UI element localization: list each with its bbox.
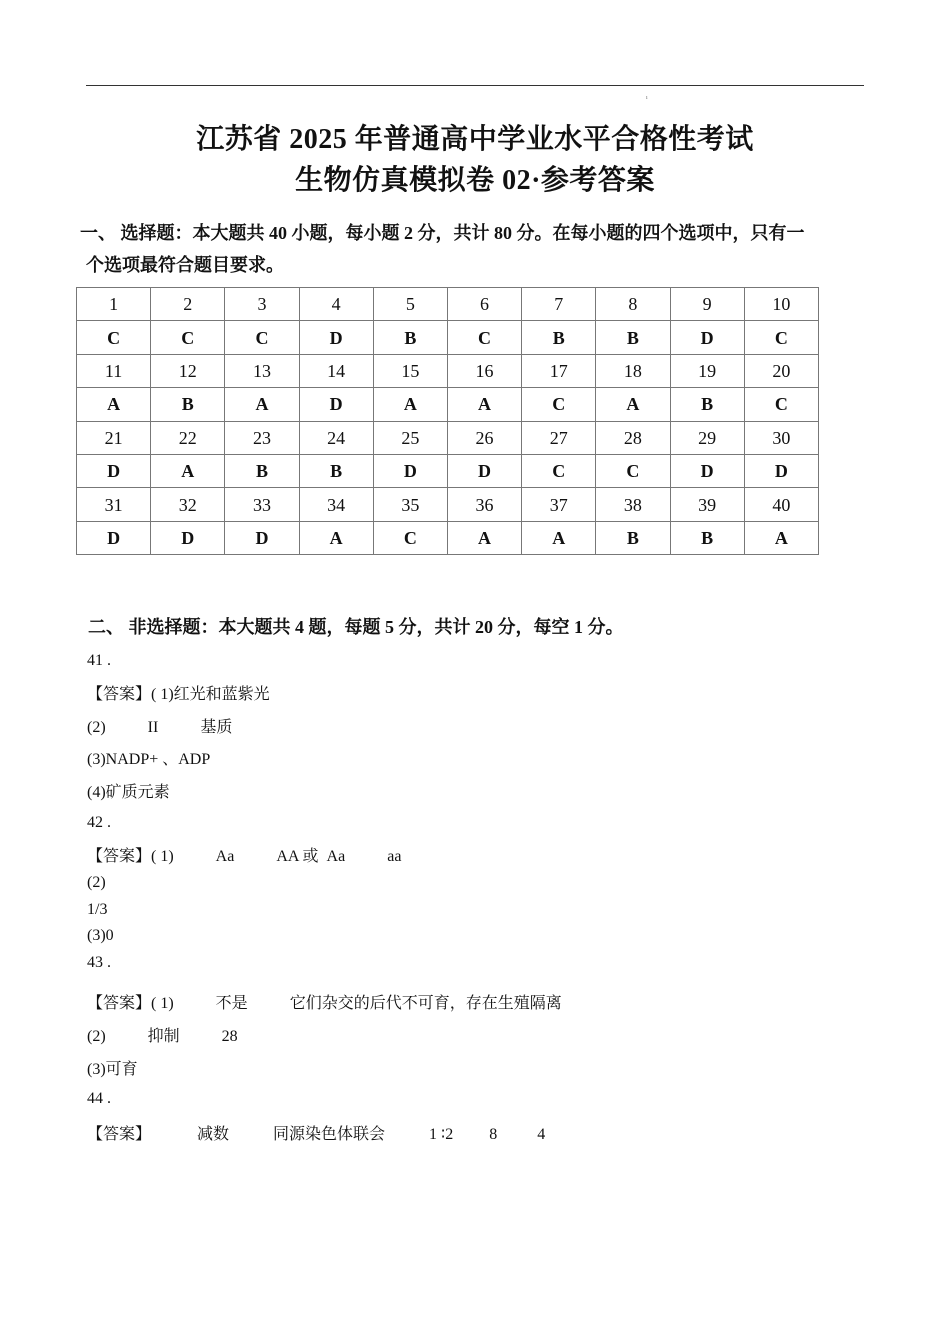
question-number-cell: 23 <box>225 421 299 454</box>
q43-a1-value-1: 不是 <box>215 995 248 1012</box>
question-number-cell: 3 <box>225 288 299 321</box>
answer-row <box>77 321 819 354</box>
q44-label: 【答案】 <box>87 1126 152 1143</box>
page-subtitle: 生物仿真模拟卷 02·参考答案 <box>295 165 655 196</box>
answer-cell: C <box>522 388 596 421</box>
question-number-cell: 39 <box>670 488 744 521</box>
question-number-cell: 21 <box>77 421 151 454</box>
q42-a1-value-3: aa <box>387 848 402 865</box>
q42-answer-2-value: 1/3 <box>87 901 108 918</box>
q43-answer-2 <box>87 1023 238 1046</box>
header-mark: ı <box>646 95 648 101</box>
question-number-cell: 19 <box>670 354 744 387</box>
q44-number: 44 . <box>87 1090 111 1107</box>
question-number-cell: 8 <box>596 288 670 321</box>
q44-value-2: 同源染色体联会 <box>273 1126 386 1143</box>
q43-answer-1 <box>87 990 562 1013</box>
q43-a2-value-2: 28 <box>221 1028 238 1045</box>
question-number-cell: 16 <box>447 354 521 387</box>
answer-cell: D <box>670 454 744 487</box>
header-rule <box>86 85 864 86</box>
q42-a1-label: 【答案】( 1) <box>87 848 174 865</box>
answer-cell: B <box>670 521 744 554</box>
question-number-cell: 24 <box>299 421 373 454</box>
answer-cell: C <box>744 321 818 354</box>
answer-cell: B <box>151 388 225 421</box>
question-number-cell: 14 <box>299 354 373 387</box>
section1-heading <box>80 217 870 281</box>
q41-answer-4: (4)矿质元素 <box>87 784 170 801</box>
question-number-cell: 25 <box>373 421 447 454</box>
answer-cell: C <box>596 454 670 487</box>
answer-cell: C <box>77 321 151 354</box>
answer-cell: A <box>299 521 373 554</box>
q43-a1-value-2: 它们杂交的后代不可育，存在生殖隔离 <box>289 995 562 1012</box>
question-number-cell: 11 <box>77 354 151 387</box>
question-number-cell: 33 <box>225 488 299 521</box>
answer-cell: B <box>299 454 373 487</box>
question-number-row <box>77 288 819 321</box>
answer-cell: C <box>522 454 596 487</box>
q44-value-5: 4 <box>537 1126 546 1143</box>
answer-cell: B <box>596 521 670 554</box>
answer-cell: C <box>373 521 447 554</box>
question-number-cell: 34 <box>299 488 373 521</box>
answer-cell: D <box>373 454 447 487</box>
answer-row <box>77 388 819 421</box>
answer-cell: D <box>77 454 151 487</box>
answer-cell: C <box>744 388 818 421</box>
question-number-cell: 40 <box>744 488 818 521</box>
answer-cell: B <box>596 321 670 354</box>
answer-cell: B <box>522 321 596 354</box>
question-number-cell: 36 <box>447 488 521 521</box>
q41-a2-label: (2) <box>87 719 106 736</box>
q44-value-1: 减数 <box>197 1126 230 1143</box>
question-number-cell: 29 <box>670 421 744 454</box>
question-number-cell: 2 <box>151 288 225 321</box>
q43-a2-value-1: 抑制 <box>147 1028 180 1045</box>
q42-a1-value-2: AA 或 Aa <box>276 848 346 865</box>
answer-cell: D <box>299 388 373 421</box>
answer-cell: D <box>299 321 373 354</box>
question-number-cell: 26 <box>447 421 521 454</box>
answer-cell: D <box>670 321 744 354</box>
q41-a2-value-1: II <box>147 719 159 736</box>
question-number-cell: 35 <box>373 488 447 521</box>
q41-a2-value-2: 基质 <box>200 719 233 736</box>
answer-table <box>76 287 819 555</box>
answer-cell: B <box>373 321 447 354</box>
question-number-cell: 30 <box>744 421 818 454</box>
answer-cell: D <box>77 521 151 554</box>
answer-cell: A <box>77 388 151 421</box>
question-number-row <box>77 354 819 387</box>
q42-answer-2-label: (2) <box>87 874 106 891</box>
q41-answer-3: (3)NADP+ 、ADP <box>87 751 211 768</box>
section1-heading-line2: 个选项最符合题目要求。 <box>86 255 284 275</box>
q44-answer <box>87 1121 545 1144</box>
q43-a1-label: 【答案】( 1) <box>87 995 174 1012</box>
question-number-cell: 5 <box>373 288 447 321</box>
question-number-cell: 31 <box>77 488 151 521</box>
answer-cell: A <box>522 521 596 554</box>
question-number-cell: 13 <box>225 354 299 387</box>
answer-row <box>77 521 819 554</box>
question-number-cell: 15 <box>373 354 447 387</box>
answer-cell: D <box>225 521 299 554</box>
answer-cell: C <box>447 321 521 354</box>
answer-cell: D <box>151 521 225 554</box>
answer-cell: A <box>151 454 225 487</box>
answer-cell: C <box>225 321 299 354</box>
question-number-cell: 1 <box>77 288 151 321</box>
question-number-cell: 7 <box>522 288 596 321</box>
section1-heading-line1: 一、 选择题：本大题共 40 小题，每小题 2 分，共计 80 分。在每小题的四个选项中，只有一 <box>80 223 805 243</box>
question-number-row <box>77 488 819 521</box>
question-number-cell: 12 <box>151 354 225 387</box>
answer-cell: A <box>373 388 447 421</box>
q41-answer-1: 【答案】( 1)红光和蓝紫光 <box>87 686 270 703</box>
q42-number: 42 . <box>87 814 111 831</box>
q44-value-4: 8 <box>489 1126 498 1143</box>
question-number-cell: 38 <box>596 488 670 521</box>
answer-cell: A <box>447 521 521 554</box>
answer-cell: A <box>744 521 818 554</box>
question-number-cell: 27 <box>522 421 596 454</box>
question-number-cell: 4 <box>299 288 373 321</box>
answer-cell: A <box>225 388 299 421</box>
q41-number: 41 . <box>87 652 111 669</box>
answer-cell: A <box>447 388 521 421</box>
question-number-cell: 9 <box>670 288 744 321</box>
section2-heading: 二、 非选择题：本大题共 4 题，每题 5 分，共计 20 分，每空 1 分。 <box>88 617 624 637</box>
question-number-cell: 32 <box>151 488 225 521</box>
q41-answer-2 <box>87 714 232 737</box>
answer-cell: A <box>596 388 670 421</box>
answer-cell: D <box>744 454 818 487</box>
q43-answer-3: (3)可育 <box>87 1061 138 1078</box>
answer-cell: B <box>670 388 744 421</box>
q43-a2-label: (2) <box>87 1028 106 1045</box>
answer-cell: B <box>225 454 299 487</box>
question-number-cell: 22 <box>151 421 225 454</box>
answer-cell: D <box>447 454 521 487</box>
q42-a1-value-1: Aa <box>215 848 235 865</box>
question-number-cell: 17 <box>522 354 596 387</box>
answer-row <box>77 454 819 487</box>
question-number-cell: 18 <box>596 354 670 387</box>
question-number-cell: 20 <box>744 354 818 387</box>
answer-cell: C <box>151 321 225 354</box>
q42-answer-3: (3)0 <box>87 927 114 944</box>
question-number-cell: 37 <box>522 488 596 521</box>
question-number-cell: 28 <box>596 421 670 454</box>
question-number-cell: 6 <box>447 288 521 321</box>
q43-number: 43 . <box>87 954 111 971</box>
q44-value-3: 1 ∶2 <box>429 1126 454 1143</box>
question-number-row <box>77 421 819 454</box>
q42-answer-1 <box>87 843 401 866</box>
page-title: 江苏省 2025 年普通高中学业水平合格性考试 <box>196 124 754 155</box>
question-number-cell: 10 <box>744 288 818 321</box>
